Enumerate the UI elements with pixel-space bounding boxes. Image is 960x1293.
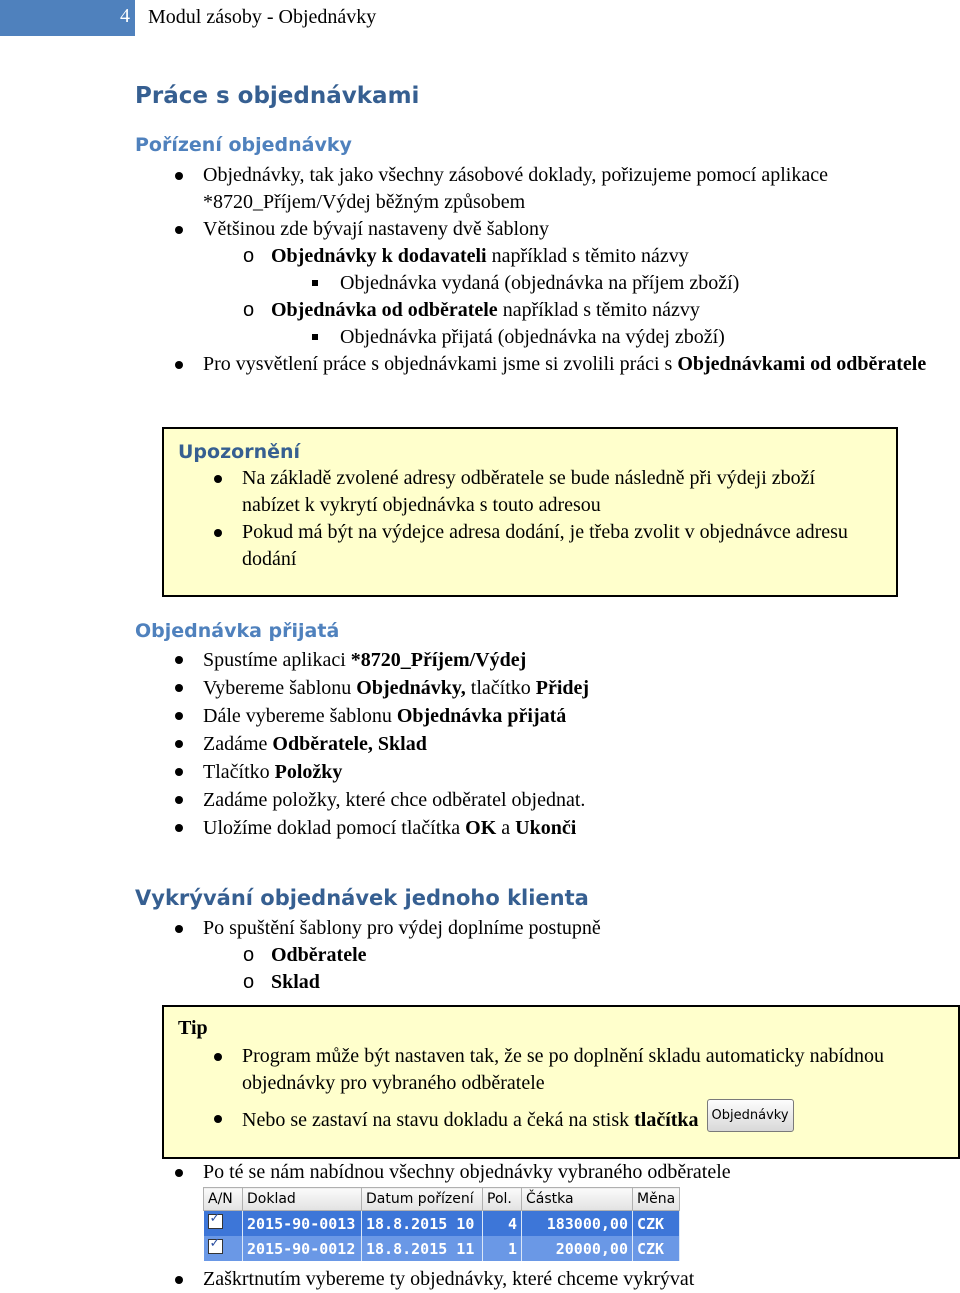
- list-item: [175, 1266, 935, 1293]
- list-item-text: Na základě zvolené adresy odběratele se bude následně při výdeji zboží nabízet k vykrytí objednávka s touto adresou: [242, 467, 816, 516]
- list-item-bold: Položky: [274, 761, 343, 783]
- list-item-text: Většinou zde bývají nastaveny dvě šablony: [203, 218, 550, 240]
- circle-bullet-icon: o: [243, 971, 255, 993]
- list-item-bold: Ukonči: [515, 817, 577, 839]
- list-item: [175, 351, 935, 378]
- table-row[interactable]: [204, 1236, 680, 1261]
- list-item-text: a: [496, 817, 516, 839]
- list-item-text: tlačítko: [465, 677, 536, 699]
- tip-title: Tip: [178, 1017, 208, 1039]
- list-item-text: Nebo se zastaví na stavu dokladu a čeká na stisk: [242, 1109, 635, 1132]
- column-header[interactable]: Částka: [522, 1188, 633, 1211]
- list-item-text: Program může být nastaven tak, že se po doplnění skladu automaticky nabídnou objednávky pro vybraného odběratele: [242, 1045, 885, 1094]
- template-name: Objednávka od odběratele: [271, 299, 498, 321]
- list-item-text: Vybereme šablonu: [203, 677, 357, 699]
- list-item-bold: Objednávky,: [356, 677, 466, 699]
- list-item-text: Tlačítko: [203, 761, 275, 783]
- table-cell: 18.8.2015 11: [362, 1236, 483, 1261]
- table-cell: 2015-90-0012: [243, 1236, 362, 1261]
- list-item-bold: Objednávka přijatá: [396, 705, 567, 727]
- orders-table: [203, 1187, 680, 1261]
- column-header[interactable]: Datum pořízení: [362, 1188, 483, 1211]
- list-item-text: Zadáme položky, které chce odběratel objednat.: [203, 789, 586, 811]
- list-item-text: Zadáme: [203, 733, 273, 755]
- table-cell: 1: [483, 1236, 522, 1261]
- list-item-bold: Odběratele: [271, 944, 367, 966]
- column-header[interactable]: Měna: [633, 1188, 680, 1211]
- list-item-text: Spustíme aplikaci: [203, 649, 351, 671]
- list-item-bold: Odběratele, Sklad: [272, 733, 427, 755]
- list-item: [214, 1105, 914, 1138]
- list-item: [175, 814, 935, 842]
- list-item-text: Objednávka vydaná (objednávka na příjem zboží): [340, 272, 740, 294]
- table-cell: 20000,00: [522, 1236, 633, 1261]
- list-item: [175, 702, 935, 730]
- template-name: Objednávky k dodavateli: [271, 245, 487, 267]
- offer-list: [175, 1159, 935, 1186]
- list-item: [175, 646, 935, 674]
- list-item: [312, 270, 935, 297]
- select-list: [175, 1266, 935, 1293]
- list-item: [175, 674, 935, 702]
- tip-list: [214, 1043, 914, 1138]
- column-header[interactable]: Pol.: [483, 1188, 522, 1211]
- subsection-title-vykryvani: Vykrývání objednávek jednoho klienta: [135, 886, 589, 910]
- list-item: [175, 162, 935, 216]
- list-item: [214, 519, 864, 573]
- table-cell: 4: [483, 1211, 522, 1237]
- warning-title: Upozornění: [178, 441, 301, 463]
- list-item: [243, 243, 935, 270]
- warning-list: [214, 465, 864, 573]
- prijata-steps: [175, 646, 935, 842]
- list-item-text: Po spuštění šablony pro výdej doplníme postupně: [203, 917, 601, 939]
- list-item-text: Objednávka přijatá (objednávka na výdej zboží): [340, 326, 725, 348]
- list-item: [175, 1159, 935, 1186]
- header-title: Modul zásoby - Objednávky: [148, 6, 377, 28]
- circle-bullet-icon: o: [243, 245, 255, 267]
- table-row[interactable]: [204, 1211, 680, 1237]
- list-item: [214, 1043, 914, 1097]
- list-item: [175, 730, 935, 758]
- list-item-text: Objednávky, tak jako všechny zásobové doklady, pořizujeme pomocí aplikace *8720_Příjem/Výdej běžným způsobem: [203, 164, 828, 213]
- table-cell: 2015-90-0013: [243, 1211, 362, 1237]
- vykryvani-list: [175, 915, 935, 996]
- porizeni-list: [175, 162, 935, 378]
- subsection-title-prijata: Objednávka přijatá: [135, 620, 340, 642]
- table-cell: 18.8.2015 10: [362, 1211, 483, 1237]
- warning-box: [162, 427, 898, 597]
- list-item-bold: Sklad: [271, 971, 320, 993]
- list-item-bold: tlačítka: [634, 1109, 699, 1132]
- column-header[interactable]: A/N: [204, 1188, 243, 1211]
- select-cell[interactable]: [204, 1236, 243, 1261]
- table-cell: 183000,00: [522, 1211, 633, 1237]
- circle-bullet-icon: o: [243, 944, 255, 966]
- column-header[interactable]: Doklad: [243, 1188, 362, 1211]
- list-item-text: Pokud má být na výdejce adresa dodání, je třeba zvolit v objednávce adresu dodání: [242, 521, 848, 570]
- circle-bullet-icon: o: [243, 299, 255, 321]
- section-title-prace: Práce s objednávkami: [135, 83, 420, 109]
- list-item: [214, 465, 864, 519]
- list-item: [312, 324, 935, 351]
- table-cell: CZK: [633, 1211, 680, 1237]
- page-number: 4: [120, 5, 130, 27]
- subsection-title-porizeni: Pořízení objednávky: [135, 134, 352, 156]
- list-item-bold: *8720_Příjem/Výdej: [350, 649, 527, 671]
- list-item: [243, 969, 935, 996]
- list-item-bold: Přidej: [535, 677, 590, 699]
- tip-box: [162, 1005, 960, 1159]
- list-item-text: Uložíme doklad pomocí tlačítka: [203, 817, 466, 839]
- list-item-bold: OK: [465, 817, 497, 839]
- list-item-text: Pro vysvětlení práce s objednávkami jsme si zvolili práci s: [203, 353, 678, 375]
- checkbox-icon[interactable]: [208, 1214, 223, 1229]
- list-item: [243, 297, 935, 324]
- objednavky-button[interactable]: Objednávky: [707, 1099, 794, 1132]
- list-item: [175, 216, 935, 243]
- list-item-text: Zaškrtnutím vybereme ty objednávky, které chceme vykrývat: [203, 1268, 695, 1290]
- list-item-text: Po té se nám nabídnou všechny objednávky vybraného odběratele: [203, 1161, 731, 1183]
- list-item: [175, 915, 935, 942]
- list-item: [175, 786, 935, 814]
- list-item-bold: Objednávkami od odběratele: [677, 353, 927, 375]
- select-cell[interactable]: [204, 1211, 243, 1237]
- list-item: [175, 758, 935, 786]
- checkbox-icon[interactable]: [208, 1239, 223, 1254]
- table-cell: CZK: [633, 1236, 680, 1261]
- list-item-text: Dále vybereme šablonu: [203, 705, 397, 727]
- list-item-text: například s těmito názvy: [497, 299, 700, 321]
- list-item-text: například s těmito názvy: [486, 245, 689, 267]
- list-item: [243, 942, 935, 969]
